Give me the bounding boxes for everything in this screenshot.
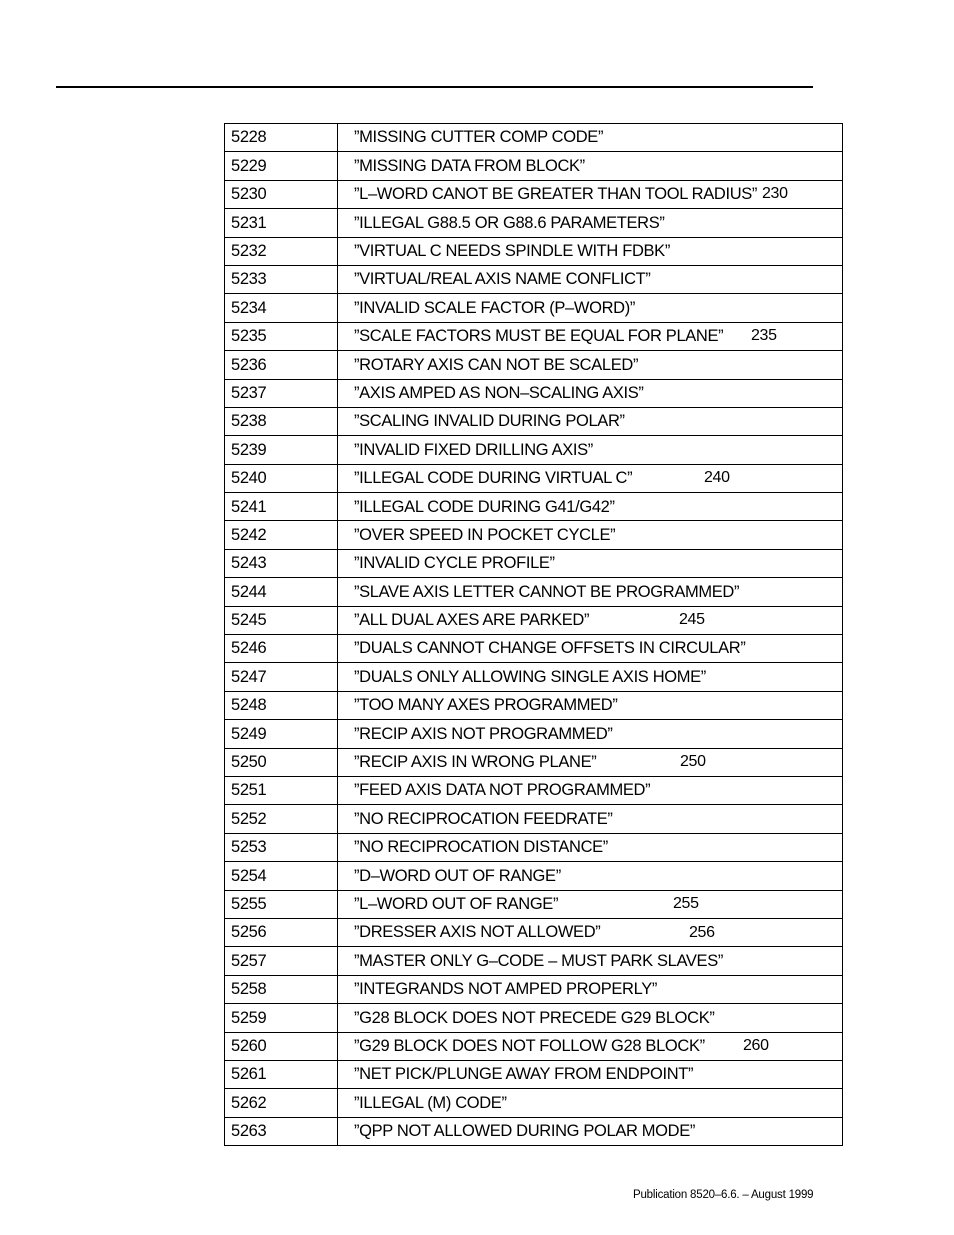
error-code-cell: 5231 (225, 209, 338, 237)
error-message-text: ”RECIP AXIS IN WRONG PLANE” (354, 753, 597, 772)
error-message-cell (338, 521, 843, 549)
error-message-text: ”G29 BLOCK DOES NOT FOLLOW G28 BLOCK” (354, 1036, 705, 1055)
error-message-cell (338, 407, 843, 435)
error-message-cell (338, 265, 843, 293)
error-message-cell (338, 748, 843, 776)
line-number-marker: 230 (762, 185, 788, 203)
header-rule (56, 86, 813, 88)
error-code-cell: 5251 (225, 776, 338, 804)
error-code-cell: 5239 (225, 436, 338, 464)
error-message-cell (338, 635, 843, 663)
error-message-text: ”NET PICK/PLUNGE AWAY FROM ENDPOINT” (354, 1065, 694, 1084)
error-message-text: ”NO RECIPROCATION DISTANCE” (354, 838, 608, 857)
error-message-text: ”INVALID CYCLE PROFILE” (354, 554, 555, 573)
table-row (225, 1032, 843, 1060)
error-message-cell (338, 209, 843, 237)
error-code-cell: 5228 (225, 124, 338, 152)
error-code-cell: 5240 (225, 464, 338, 492)
error-code-cell: 5246 (225, 635, 338, 663)
error-message-cell (338, 1032, 843, 1060)
table-row (225, 464, 843, 492)
error-message-text: ”INVALID SCALE FACTOR (P–WORD)” (354, 298, 635, 317)
error-message-text: ”DRESSER AXIS NOT ALLOWED” (354, 923, 601, 942)
table-row (225, 975, 843, 1003)
error-code-cell: 5253 (225, 833, 338, 861)
error-code-cell: 5236 (225, 351, 338, 379)
line-number-marker: 240 (704, 469, 730, 487)
error-message-cell (338, 890, 843, 918)
error-message-cell (338, 379, 843, 407)
error-code-cell: 5235 (225, 322, 338, 350)
table-row (225, 691, 843, 719)
error-message-cell (338, 1060, 843, 1088)
error-code-cell: 5257 (225, 947, 338, 975)
line-number-marker: 245 (679, 611, 705, 629)
table-row (225, 379, 843, 407)
line-number-marker: 260 (743, 1037, 769, 1055)
error-message-cell (338, 776, 843, 804)
error-message-text: ”DUALS ONLY ALLOWING SINGLE AXIS HOME” (354, 667, 706, 686)
table-row (225, 237, 843, 265)
error-message-text: ”RECIP AXIS NOT PROGRAMMED” (354, 724, 613, 743)
table-row (225, 947, 843, 975)
error-code-cell: 5241 (225, 493, 338, 521)
error-message-cell (338, 578, 843, 606)
error-code-cell: 5262 (225, 1089, 338, 1117)
error-message-cell (338, 975, 843, 1003)
error-message-cell (338, 947, 843, 975)
table-row (225, 918, 843, 946)
error-message-text: ”MISSING CUTTER COMP CODE” (354, 128, 604, 147)
error-message-cell (338, 294, 843, 322)
error-message-cell (338, 180, 843, 208)
table-row (225, 890, 843, 918)
error-message-text: ”L–WORD CANOT BE GREATER THAN TOOL RADIUS” (354, 185, 758, 204)
error-message-text: ”QPP NOT ALLOWED DURING POLAR MODE” (354, 1122, 696, 1141)
table-row (225, 720, 843, 748)
error-code-cell: 5238 (225, 407, 338, 435)
error-code-cell: 5258 (225, 975, 338, 1003)
error-code-cell: 5243 (225, 549, 338, 577)
error-message-cell (338, 493, 843, 521)
error-message-cell (338, 549, 843, 577)
error-message-text: ”TOO MANY AXES PROGRAMMED” (354, 696, 618, 715)
table-row (225, 776, 843, 804)
table-row (225, 351, 843, 379)
error-code-cell: 5229 (225, 152, 338, 180)
table-row (225, 294, 843, 322)
error-message-cell (338, 351, 843, 379)
error-message-cell (338, 720, 843, 748)
error-message-cell (338, 805, 843, 833)
error-message-text: ”AXIS AMPED AS NON–SCALING AXIS” (354, 383, 644, 402)
error-code-cell: 5255 (225, 890, 338, 918)
error-code-cell: 5252 (225, 805, 338, 833)
table-row (225, 124, 843, 152)
error-code-cell: 5260 (225, 1032, 338, 1060)
error-code-cell: 5263 (225, 1117, 338, 1145)
error-code-cell: 5230 (225, 180, 338, 208)
table-row (225, 606, 843, 634)
error-message-text: ”ROTARY AXIS CAN NOT BE SCALED” (354, 355, 639, 374)
error-message-cell (338, 464, 843, 492)
error-message-text: ”ALL DUAL AXES ARE PARKED” (354, 611, 590, 630)
error-code-cell: 5233 (225, 265, 338, 293)
table-row (225, 493, 843, 521)
line-number-marker: 250 (680, 753, 706, 771)
table-row (225, 1117, 843, 1145)
error-message-cell (338, 833, 843, 861)
error-message-text: ”ILLEGAL G88.5 OR G88.6 PARAMETERS” (354, 213, 665, 232)
error-message-text: ”ILLEGAL CODE DURING VIRTUAL C” (354, 469, 633, 488)
error-message-cell (338, 152, 843, 180)
error-message-text: ”SCALE FACTORS MUST BE EQUAL FOR PLANE” (354, 327, 724, 346)
table-row (225, 521, 843, 549)
table-row (225, 663, 843, 691)
table-row (225, 322, 843, 350)
error-message-text: ”SLAVE AXIS LETTER CANNOT BE PROGRAMMED” (354, 582, 740, 601)
error-message-text: ”DUALS CANNOT CHANGE OFFSETS IN CIRCULAR” (354, 639, 746, 658)
table-row (225, 578, 843, 606)
error-code-cell: 5232 (225, 237, 338, 265)
error-message-text: ”INVALID FIXED DRILLING AXIS” (354, 440, 593, 459)
publication-footer: Publication 8520–6.6. – August 1999 (633, 1189, 814, 1201)
error-message-cell (338, 691, 843, 719)
error-message-cell (338, 1089, 843, 1117)
table-row (225, 748, 843, 776)
error-message-text: ”G28 BLOCK DOES NOT PRECEDE G29 BLOCK” (354, 1008, 715, 1027)
error-message-text: ”FEED AXIS DATA NOT PROGRAMMED” (354, 781, 651, 800)
error-code-cell: 5242 (225, 521, 338, 549)
error-code-cell: 5247 (225, 663, 338, 691)
error-code-cell: 5249 (225, 720, 338, 748)
line-number-marker: 235 (751, 327, 777, 345)
error-code-cell: 5256 (225, 918, 338, 946)
error-code-cell: 5245 (225, 606, 338, 634)
error-message-text: ”MISSING DATA FROM BLOCK” (354, 156, 585, 175)
error-message-text: ”SCALING INVALID DURING POLAR” (354, 412, 625, 431)
error-code-cell: 5259 (225, 1004, 338, 1032)
error-message-cell (338, 322, 843, 350)
table-row (225, 180, 843, 208)
table-row (225, 436, 843, 464)
error-message-text: ”D–WORD OUT OF RANGE” (354, 866, 561, 885)
table-row (225, 152, 843, 180)
error-message-text: ”L–WORD OUT OF RANGE” (354, 894, 559, 913)
error-code-cell: 5237 (225, 379, 338, 407)
error-code-cell: 5248 (225, 691, 338, 719)
error-code-cell: 5261 (225, 1060, 338, 1088)
line-number-marker: 255 (673, 895, 699, 913)
error-message-text: ”MASTER ONLY G–CODE – MUST PARK SLAVES” (354, 951, 724, 970)
error-message-cell (338, 663, 843, 691)
table-row (225, 805, 843, 833)
error-code-table (224, 123, 843, 1146)
error-message-text: ”VIRTUAL/REAL AXIS NAME CONFLICT” (354, 270, 651, 289)
error-message-text: ”OVER SPEED IN POCKET CYCLE” (354, 525, 616, 544)
error-message-cell (338, 436, 843, 464)
error-message-cell (338, 1004, 843, 1032)
error-message-text: ”INTEGRANDS NOT AMPED PROPERLY” (354, 980, 658, 999)
error-code-cell: 5254 (225, 862, 338, 890)
error-message-text: ”ILLEGAL CODE DURING G41/G42” (354, 497, 615, 516)
table-row (225, 635, 843, 663)
error-code-cell: 5250 (225, 748, 338, 776)
table-row (225, 862, 843, 890)
line-number-marker: 256 (689, 923, 715, 941)
table-row (225, 1060, 843, 1088)
error-code-cell: 5244 (225, 578, 338, 606)
error-message-cell (338, 1117, 843, 1145)
error-message-cell (338, 862, 843, 890)
table-row (225, 265, 843, 293)
table-row (225, 407, 843, 435)
table-row (225, 1004, 843, 1032)
table-row (225, 1089, 843, 1117)
table-row (225, 833, 843, 861)
error-message-text: ”NO RECIPROCATION FEEDRATE” (354, 809, 613, 828)
error-message-cell (338, 124, 843, 152)
error-message-cell (338, 237, 843, 265)
error-code-cell: 5234 (225, 294, 338, 322)
error-message-text: ”VIRTUAL C NEEDS SPINDLE WITH FDBK” (354, 242, 670, 260)
error-code-table-body (225, 124, 843, 1146)
error-message-cell (338, 606, 843, 634)
table-row (225, 549, 843, 577)
error-message-text: ”ILLEGAL (M) CODE” (354, 1093, 507, 1112)
table-row (225, 209, 843, 237)
error-message-cell (338, 918, 843, 946)
